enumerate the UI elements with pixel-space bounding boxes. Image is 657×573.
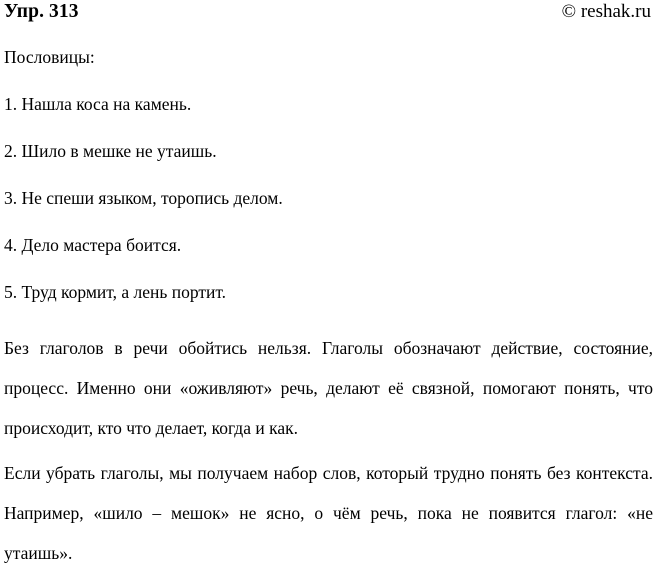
list-item-number: 4. [4,235,18,255]
list-item-text: Шило в мешке не утаишь. [21,141,217,161]
list-item-text: Дело мастера боится. [21,235,182,255]
list-item-number: 3. [4,188,18,208]
site-watermark: © reshak.ru [561,1,651,22]
explanation-paragraph-2: Если убрать глаголы, мы получаем набор слов, который трудно понять без контекста. Например, «шило – мешок» не ясно, о чём речь, пока не появится глагол: «не утаишь». [4,463,653,563]
list-item [4,140,653,162]
list-item [4,187,653,209]
page-title: Упр. 313 [4,1,79,22]
list-item [4,234,653,256]
list-item-number: 2. [4,141,18,161]
list-item-text: Труд кормит, а лень портит. [21,282,227,302]
proverb-list [4,93,653,303]
list-item-number: 1. [4,94,18,114]
explanation-paragraph-1: Без глаголов в речи обойтись нельзя. Глаголы обозначают действие, состояние, процесс. Именно они «оживляют» речь, делают её связной, помогают понять, что происходит, кто что делает, когда и как. [4,338,653,438]
intro-label: Пословицы: [4,47,95,67]
list-item [4,93,653,115]
page-header [4,0,653,30]
list-item-text: Нашла коса на камень. [21,94,192,114]
list-item [4,281,653,303]
list-item-number: 5. [4,282,18,302]
list-item-text: Не спеши языком, торопись делом. [21,188,283,208]
